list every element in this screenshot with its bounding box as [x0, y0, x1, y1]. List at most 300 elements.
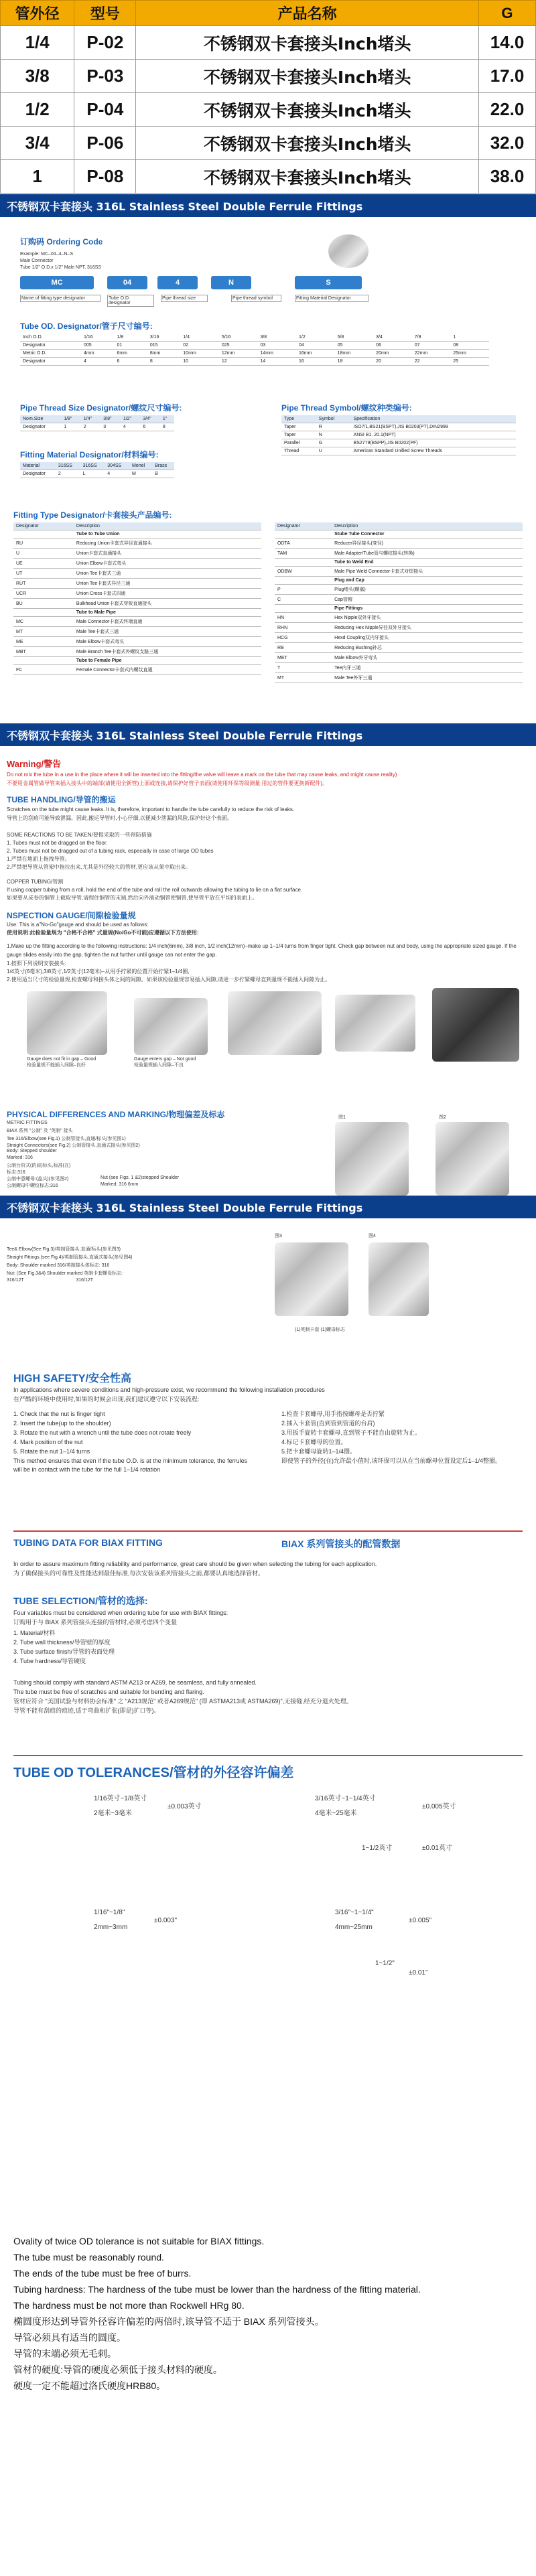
inspection-line-cn: 使用说明:此检验量规为 "合格不合格" 式量规(No/Go不可能)应遵循以下方法使用: — [7, 930, 199, 936]
spec-cell: 4 — [121, 423, 141, 431]
spec-row — [275, 549, 523, 559]
spec-cell: Pipe Fittings — [332, 605, 523, 613]
fig-label: 图3 — [275, 1234, 282, 1238]
spec-cell: Union Tee卡套式三通 — [74, 569, 261, 579]
spec-cell: 1/2 — [296, 334, 335, 342]
physical-sub-cn: BIAX 系列 "公制" 及 "英制" 接头 — [7, 1129, 73, 1133]
spec-cell: Brass — [152, 462, 174, 470]
reminders-title: SOME REACTIONS TO BE TAKEN/要提采取的一些预防措施 — [7, 832, 152, 838]
tube-od-title: Tube OD. Designator/管子尺寸编号: — [20, 321, 153, 331]
spec-cell: Monel — [129, 462, 152, 470]
spec-cell: 14mm — [257, 350, 296, 358]
spec-cell: N — [316, 431, 351, 439]
spec-cell: Female Connector卡套式内螺纹直通 — [74, 665, 261, 675]
cell-name: 不锈钢双卡套接头Inch堵头 — [136, 26, 479, 60]
spec-row — [275, 613, 523, 623]
spec-row — [13, 647, 261, 657]
spec-cell: FC — [13, 665, 74, 675]
spec-row — [275, 653, 523, 663]
closing-line: The hardness must be not more than Rockwell HRg 80. — [13, 2300, 245, 2311]
spec-row — [13, 589, 261, 599]
selection-body-cn: 导管不能有刮痕的痕迹,适于弯曲和扩张(即是)扩口等)。 — [13, 1707, 160, 1714]
divider — [13, 1530, 523, 1532]
spec-cell: Reducing Hex Nipple异径双外牙接头 — [332, 623, 523, 633]
spec-cell: 5/16 — [219, 334, 258, 342]
spec-cell: Taper — [281, 423, 316, 431]
spec-row — [13, 657, 261, 665]
spec-cell: 8 — [160, 423, 174, 431]
safety-step-cn: 1.检查卡套螺母,用手指按螺母是否拧紧 — [281, 1411, 385, 1417]
spec-cell: ODTA — [275, 539, 332, 549]
spec-cell: 1/2" — [121, 415, 141, 423]
code-label: Fitting Material Designator — [295, 295, 368, 302]
spec-cell: 6mm — [114, 350, 147, 358]
spec-cell: Union Tee卡套式异径三通 — [74, 579, 261, 589]
ordering-code-section — [0, 228, 536, 308]
copper-title: COPPER TUBING/管割 — [7, 879, 64, 885]
spec-cell: 3/4" — [140, 415, 160, 423]
tol-range: 1/16"~1/8" — [94, 1909, 125, 1916]
spec-cell: Male Branch Tee卡套式外螺纹支路三通 — [74, 647, 261, 657]
spec-cell: P — [275, 585, 332, 595]
spec-cell: 20mm — [373, 350, 412, 358]
tube-od-table — [20, 334, 489, 366]
spec-cell: Description — [74, 522, 261, 530]
fitting-photo-fig4 — [368, 1242, 429, 1316]
fitting-photo-fig1 — [335, 1122, 409, 1196]
fig-label: 图2 — [439, 1115, 446, 1120]
spec-cell: 6 — [140, 423, 160, 431]
spec-cell: 2 — [56, 470, 80, 478]
header-name: 产品名称 — [136, 1, 479, 26]
spec-cell: Tube to Weld End — [332, 559, 523, 567]
spec-cell: RHN — [275, 623, 332, 633]
spec-cell: Designator — [20, 470, 56, 478]
spec-cell: Specification — [351, 415, 516, 423]
spec-row — [13, 522, 261, 530]
physical-line: Marked: 316 6mm — [100, 1182, 139, 1187]
spec-cell: MBT — [13, 647, 74, 657]
high-safety-section — [0, 1370, 536, 1524]
spec-row — [275, 643, 523, 653]
physical-line: Straight Connectors(see Fig.2) 公制管接头,直通式接头(参见图2) — [7, 1143, 140, 1148]
product-table — [0, 0, 536, 194]
cell-model: P-04 — [74, 93, 136, 127]
spec-cell: MT — [275, 673, 332, 683]
example-line: Male Connector — [20, 259, 54, 263]
spec-cell — [13, 530, 74, 539]
copper-cn: 如果要从成卷的铜管上截取导管,请捏住铜管的末端,然后向外滚动铜管使铜管,使导管平放在平坦的表面上。 — [7, 895, 258, 901]
selection-item: 3. Tube surface finish/导管的表面处理 — [13, 1648, 115, 1655]
high-safety-intro-cn: 在严酷的环境中使用时,如果的时候会出现,我们建议遵守以下安装流程: — [13, 1396, 200, 1403]
spec-cell — [13, 657, 74, 665]
spec-cell: 04 — [296, 342, 335, 350]
spec-cell: 16mm — [296, 350, 335, 358]
spec-cell: Plug堵头(螺塞) — [332, 585, 523, 595]
spec-cell: 6 — [114, 358, 147, 366]
spec-row — [13, 530, 261, 539]
spec-cell — [275, 605, 332, 613]
closing-line: 椭圆度形达到导管外径容许偏差的两倍时,该导管不适于 BIAX 系列管接头。 — [13, 2316, 324, 2327]
code-box: MC — [20, 276, 94, 289]
closing-line: Ovality of twice OD tolerance is not suitable for BIAX fittings. — [13, 2236, 265, 2246]
spec-cell: Type — [281, 415, 316, 423]
closing-line: The tube must be reasonably round. — [13, 2252, 164, 2263]
tol-value: ±0.003" — [154, 1917, 178, 1924]
spec-cell: B — [152, 470, 174, 478]
spec-cell: Hexd Coupling双内牙接头 — [332, 633, 523, 643]
tube-od-section — [0, 320, 536, 380]
caption-good: Gauge does not fit in gap – Good 检验量规不能插入间隙–良好 — [27, 1057, 96, 1068]
tol-range: 4毫米~25毫米 — [315, 1810, 357, 1817]
code-box: 04 — [107, 276, 147, 289]
spec-cell: 304SS — [105, 462, 129, 470]
inspection-title: NSPECTION GAUGE/间隙检验量规 — [7, 911, 136, 920]
spec-cell: Tee内牙三通 — [332, 663, 523, 673]
code-label: Tube O.D. designator — [107, 295, 154, 307]
spec-row — [20, 462, 174, 470]
inspection-body-cn: 1.按照下列说明安装接头: — [7, 960, 66, 967]
selection-body-cn: 管材应符合 "美国试验与材料协会标准" 之 "A213规范" 或者A269规范" (即 ASTMA213或 ASTMA269)",无接缝,经充分退火处理。 — [13, 1698, 352, 1705]
spec-cell: Designator — [275, 522, 332, 530]
copper-en: If using copper tubing from a roll, hold the end of the tube and roll the roll outwards allowing the tubing to lie on a flat surface. — [7, 887, 303, 893]
inch-line: Straight Fittings.(see Fig.4)/英制管接头,直通式接头(参见图4) — [7, 1255, 133, 1260]
spec-cell: Parallel — [281, 439, 316, 447]
spec-cell: 3 — [100, 423, 121, 431]
spec-cell: 316SS — [80, 462, 105, 470]
spec-row — [275, 605, 523, 613]
spec-cell: ISO7/1,BS21(BSPT),JIS B0203(PT),DIN2999 — [351, 423, 516, 431]
table-row — [1, 127, 536, 160]
spec-cell: American Standard Unified Screw Threads — [351, 447, 516, 455]
spec-row — [275, 567, 523, 577]
inch-line: Body: Shoulder marked 316/英制接头体标志: 316 — [7, 1263, 110, 1268]
inch-line: Nut: (See Fig.3&4) Shoulder marked 英制卡套螺母标志: — [7, 1271, 123, 1276]
spec-row — [275, 559, 523, 567]
handling-title: TUBE HANDLING/导管的搬运 — [7, 795, 116, 804]
spec-cell: ANSI B1. 20.1(NPT) — [351, 431, 516, 439]
code-label: Pipe thread size — [161, 295, 208, 302]
cell-g: 22.0 — [478, 93, 535, 127]
tol-value: ±0.003英寸 — [168, 1803, 202, 1810]
spec-row — [13, 569, 261, 579]
spec-cell: ODBW — [275, 567, 332, 577]
physical-line: 标志:316 — [7, 1170, 25, 1175]
spec-cell: Taper — [281, 431, 316, 439]
physical-line: Marked: 316 — [7, 1155, 33, 1160]
spec-cell: BU — [13, 599, 74, 609]
spec-cell: Reducer异径接头(变径) — [332, 539, 523, 549]
spec-row — [13, 665, 261, 675]
inch-line: Tee& Elbow(See Fig.3)/英制管接头,直通/标头(参见图3) — [7, 1247, 121, 1252]
spec-cell: 08 — [450, 342, 489, 350]
gauge-photo-good — [27, 991, 107, 1055]
physical-title: PHYSICAL DIFFERENCES AND MARKING/物理偏差及标志 — [7, 1110, 225, 1119]
spec-cell: Plug and Cap — [332, 577, 523, 585]
section-banner — [0, 723, 536, 746]
spec-cell: RUT — [13, 579, 74, 589]
warning-cn: 不要用金属管做导管来插入接头中的端部(请使用全新管)上面或连接,请保护好管子表面(请使用环保等级测量 用过的管件要更换新配件)。 — [7, 780, 328, 786]
tubing-data-en: In order to assure maximum fitting reliability and performance, great care should be given when selecting the tubing for each application. — [13, 1561, 377, 1567]
fitting-type-section — [0, 509, 536, 710]
gauge-tool-photo — [432, 988, 519, 1062]
spec-cell: 1/8" — [61, 415, 81, 423]
cell-name: 不锈钢双卡套接头Inch堵头 — [136, 160, 479, 194]
reminder-line: 1. Tubes must not be dragged on the floor. — [7, 840, 108, 846]
spec-cell: Reducing Union卡套式异径直通接头 — [74, 539, 261, 549]
spec-cell: G — [316, 439, 351, 447]
spec-cell: 18mm — [335, 350, 374, 358]
banner-text: 不锈钢双卡套接头 316L Stainless Steel Double Ferrule Fittings — [7, 729, 363, 742]
safety-step: This method ensures that even if the tube O.D. is at the minimum tolerance, the ferrules will be in contact with the tube for the full 1–1/4 rotation — [13, 1457, 248, 1473]
spec-cell: 02 — [180, 342, 219, 350]
spec-cell: Metric O.D. — [20, 350, 81, 358]
spec-cell: U — [316, 447, 351, 455]
spec-cell: 25 — [450, 358, 489, 366]
spec-cell: R — [316, 423, 351, 431]
table-row — [1, 26, 536, 60]
spec-row — [20, 423, 174, 431]
spec-cell — [275, 577, 332, 585]
thread-size-table — [20, 415, 174, 431]
selection-body: The tube must be free of scratches and suitable for bending and flaring. — [13, 1689, 204, 1695]
banner-text: 不锈钢双卡套接头 316L Stainless Steel Double Ferrule Fittings — [7, 200, 363, 213]
spec-cell: 1/8 — [114, 334, 147, 342]
inch-section — [0, 1232, 536, 1360]
table-row — [1, 93, 536, 127]
spec-cell: Inch O.D. — [20, 334, 81, 342]
cell-name: 不锈钢双卡套接头Inch堵头 — [136, 93, 479, 127]
spec-cell: 025 — [219, 342, 258, 350]
example-line: Example: MC–04–4–N–S — [20, 252, 73, 257]
spec-cell: 4mm — [81, 350, 114, 358]
spec-cell: 14 — [257, 358, 296, 366]
spec-cell: T — [275, 663, 332, 673]
spec-cell: Stube Tube Connector — [332, 530, 523, 539]
header-g: G — [478, 1, 535, 26]
spec-cell: Hex Nipple双外牙接头 — [332, 613, 523, 623]
spec-row — [13, 627, 261, 637]
tol-value: ±0.01" — [409, 1969, 428, 1977]
spec-cell: 8 — [147, 358, 180, 366]
inspection-body-en: 1.Make up the fitting according to the following instructions: 1/4 inch(6mm), 3/8 inch, 1/2 inch(12mm)–make up 1–1/4 turns from finger tight. Check gap between nut and body, using the appropriate sized gauge. If the gauge slides easily into the gap, tighten the nut further until gauge can not enter the gap. — [7, 943, 517, 958]
table-header-row — [1, 1, 536, 26]
spec-cell: 8mm — [147, 350, 180, 358]
spec-row — [275, 585, 523, 595]
spec-cell: Description — [332, 522, 523, 530]
spec-cell: Male Elbow外牙弯头 — [332, 653, 523, 663]
caption-bad: Gauge enters gap – Not good 检验量规插入间隙–不良 — [134, 1057, 196, 1068]
spec-cell: 7/8 — [412, 334, 451, 342]
selection-item: 4. Tube hardness/导管硬度 — [13, 1658, 86, 1664]
spec-cell: 316SS — [56, 462, 80, 470]
physical-line: Nut (see Figs. 1 &2)stepped Shoulder — [100, 1175, 180, 1180]
ordering-title: 订购码 Ordering Code — [20, 237, 103, 246]
cell-g: 38.0 — [478, 160, 535, 194]
tol-range: 1~1/2" — [375, 1960, 395, 1967]
cell-od: 3/4 — [1, 127, 74, 160]
spec-cell: 1/16 — [81, 334, 114, 342]
spec-cell: UE — [13, 559, 74, 569]
spec-cell: Male Elbow卡套式弯头 — [74, 637, 261, 647]
spec-row — [20, 415, 174, 423]
cell-model: P-03 — [74, 60, 136, 93]
spec-cell: Male Tee外牙三通 — [332, 673, 523, 683]
tol-value: ±0.005" — [409, 1917, 432, 1924]
spec-row — [275, 633, 523, 643]
spec-cell: 1/4 — [180, 334, 219, 342]
spec-cell: Union Cross卡套式四通 — [74, 589, 261, 599]
spec-cell: 07 — [412, 342, 451, 350]
tubing-data-title-cn: BIAX 系列管接头的配管数据 — [281, 1539, 401, 1549]
spec-row — [20, 334, 489, 342]
gauge-photo-3 — [335, 995, 415, 1052]
thread-symbol-table — [281, 415, 516, 455]
spec-cell: 06 — [373, 342, 412, 350]
table-row — [1, 60, 536, 93]
reminder-line: 2.严禁把导管从管架中拖拉出来,尤其是外径较大的管材,更应该从架中取出来。 — [7, 864, 192, 870]
physical-line: Tee 316/Elbow(see Fig.1) 公制管接头,直通/标头(参见图1) — [7, 1137, 126, 1141]
cell-g: 14.0 — [478, 26, 535, 60]
inspection-line: Use: This is a"No-Go"gauge and should be used as follows: — [7, 922, 149, 928]
tolerances-title: TUBE OD TOLERANCES/管材的外径容许偏差 — [13, 1766, 294, 1780]
spec-cell: HCG — [275, 633, 332, 643]
spec-row — [13, 617, 261, 627]
tubing-data-cn: 为了确保接头的可靠性及性能达到最佳标准,每次安装该系列管接头之前,都要认真地选择管材。 — [13, 1570, 265, 1577]
spec-cell: Symbol — [316, 415, 351, 423]
spec-cell — [13, 609, 74, 617]
high-safety-title: HIGH SAFETY/安全性高 — [13, 1373, 132, 1384]
cell-g: 32.0 — [478, 127, 535, 160]
cell-name: 不锈钢双卡套接头Inch堵头 — [136, 127, 479, 160]
spec-row — [281, 439, 516, 447]
spec-cell: 1/4" — [81, 415, 101, 423]
cell-od: 1/2 — [1, 93, 74, 127]
safety-step-cn: 4.标记卡套螺母的位置。 — [281, 1439, 347, 1445]
spec-cell: M — [129, 470, 152, 478]
handling-cn: 导管上的刮痕可能导致泄漏。因此,搬运导管时,小心仔细,以便减少泄漏的风险,保护好这个表面。 — [7, 815, 232, 821]
spec-row — [275, 522, 523, 530]
closing-line: The ends of the tube must be free of burrs. — [13, 2268, 192, 2279]
gauge-photo-2 — [228, 991, 322, 1055]
spec-cell: Designator — [20, 423, 61, 431]
inch-caption: (1)英制卡套 (1)螺母标志 — [295, 1328, 346, 1332]
spec-cell: Tube to Female Pipe — [74, 657, 261, 665]
divider — [13, 1755, 523, 1756]
spec-row — [20, 358, 489, 366]
spec-cell: Reducing Bushing补芯 — [332, 643, 523, 653]
spec-cell: 10 — [180, 358, 219, 366]
spec-row — [13, 637, 261, 647]
spec-cell: Nom.Size — [20, 415, 61, 423]
spec-cell: Male Pipe Weld Connector卡套式对焊接头 — [332, 567, 523, 577]
section-banner — [0, 194, 536, 217]
spec-cell: 03 — [257, 342, 296, 350]
spec-cell: RB — [275, 643, 332, 653]
table-row — [1, 160, 536, 194]
spec-cell — [275, 530, 332, 539]
thread-size-title: Pipe Thread Size Designator/螺纹尺寸编号: — [20, 403, 182, 413]
safety-step: 2. Insert the tube(up to the shoulder) — [13, 1420, 111, 1427]
tubing-data-title: TUBING DATA FOR BIAX FITTING — [13, 1537, 163, 1548]
safety-step: 3. Rotate the nut with a wrench until the tube does not rotate freely — [13, 1429, 192, 1436]
spec-row — [20, 350, 489, 358]
spec-cell: 22 — [412, 358, 451, 366]
spec-cell: 05 — [335, 342, 374, 350]
spec-cell: 12 — [219, 358, 258, 366]
spec-cell: 005 — [81, 342, 114, 350]
spec-row — [281, 431, 516, 439]
header-model: 型号 — [74, 1, 136, 26]
spec-row — [281, 447, 516, 455]
spec-cell: 3/16 — [147, 334, 180, 342]
safety-step: 1. Check that the nut is finger tight — [13, 1411, 105, 1417]
code-box: S — [295, 276, 362, 289]
spec-cell: 1 — [450, 334, 489, 342]
spec-cell — [275, 559, 332, 567]
fitting-type-right-table — [275, 522, 523, 683]
selection-intro: Four variables must be considered when ordering tube for use with BIAX fittings: — [13, 1609, 228, 1616]
tol-range: 1~1/2英寸 — [362, 1845, 393, 1852]
tolerances-section — [0, 1755, 536, 2224]
spec-row — [275, 663, 523, 673]
header-od: 管外径 — [1, 1, 74, 26]
spec-cell: Designator — [20, 358, 81, 366]
spec-cell: 5/8 — [335, 334, 374, 342]
cell-g: 17.0 — [478, 60, 535, 93]
tubing-data-section — [0, 1530, 536, 1591]
section-banner-2 — [0, 1196, 536, 1218]
spec-cell: 25mm — [450, 350, 489, 358]
spec-cell: MT — [13, 627, 74, 637]
spec-row — [275, 539, 523, 549]
cell-model: P-06 — [74, 127, 136, 160]
spec-cell: RU — [13, 539, 74, 549]
spec-cell: HN — [275, 613, 332, 623]
reminder-line: 2. Tubes must not be dragged out of a tubing rack, especially in case of large OD tubes — [7, 848, 214, 854]
spec-cell: 1 — [61, 423, 81, 431]
fitting-type-title: Fitting Type Designator/卡套接头产品编号: — [13, 510, 172, 520]
selection-title: TUBE SELECTION/管材的选择: — [13, 1595, 148, 1606]
closing-line: Tubing hardness: The hardness of the tube must be lower than the hardness of the fitting material. — [13, 2284, 421, 2295]
spec-cell: ME — [13, 637, 74, 647]
tol-range: 1/16英寸~1/8英寸 — [94, 1795, 147, 1802]
cell-od: 3/8 — [1, 60, 74, 93]
spec-cell: 4 — [81, 358, 114, 366]
fitting-photo — [328, 234, 368, 268]
spec-row — [275, 530, 523, 539]
safety-step: 5. Rotate the nut 1–1/4 turns — [13, 1448, 90, 1455]
cell-model: P-08 — [74, 160, 136, 194]
spec-cell: BS2779(BSPP),JIS B0202(PF) — [351, 439, 516, 447]
code-label: Name of fitting type designator — [20, 295, 100, 302]
fitting-photo-fig3 — [275, 1242, 348, 1316]
spec-row — [275, 595, 523, 605]
closing-line: 管材的硬度:导管的硬度必须低于接头材料的硬度。 — [13, 2364, 222, 2375]
selection-section — [0, 1594, 536, 1755]
spec-cell: Male Connector卡套式终端直通 — [74, 617, 261, 627]
spec-cell: Designator — [20, 342, 81, 350]
inspection-body-cn: 1/4英寸(6毫米),3/8英寸,1/2英寸(12毫米)–从用手拧紧的位置开始拧紧1–1/4圈, — [7, 969, 190, 975]
warning-section — [0, 757, 536, 1105]
spec-cell: 22mm — [412, 350, 451, 358]
spec-cell: 16 — [296, 358, 335, 366]
spec-row — [13, 549, 261, 559]
gauge-photo-bad — [134, 998, 208, 1055]
spec-row — [281, 423, 516, 431]
spec-cell: 4 — [105, 470, 129, 478]
safety-step-cn: 2.插入卡套管(直到管到管道的台肩) — [281, 1420, 375, 1427]
